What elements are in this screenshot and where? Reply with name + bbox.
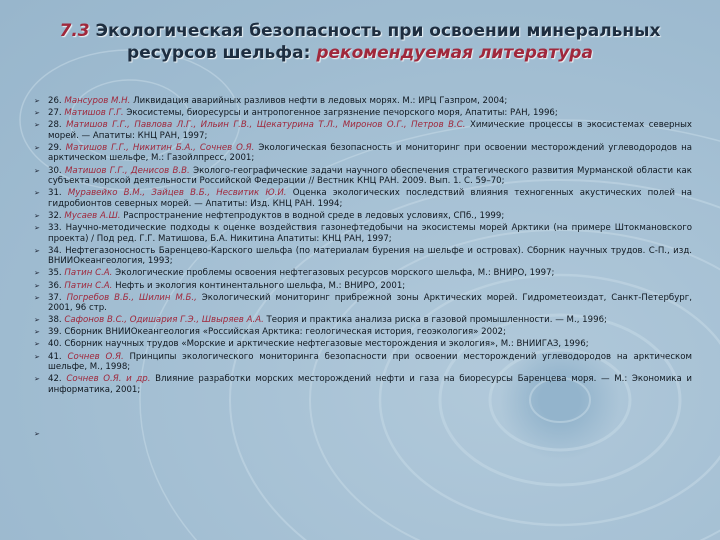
reference-item (34, 339, 692, 350)
reference-item (34, 315, 692, 326)
reference-item (34, 188, 692, 209)
ref-authors: Сочнев О.Я. и др. (66, 374, 151, 385)
ref-authors: Муравейко В.М., Зайцев В.Б., Несвитик Ю.И. (67, 188, 287, 199)
reference-item (34, 246, 692, 267)
ref-number: 41. (48, 351, 62, 362)
ref-number: 31. (48, 188, 62, 199)
ref-number: 38. (48, 315, 62, 326)
reference-item (34, 223, 692, 244)
ref-authors: Матишов Г.Г. (64, 108, 124, 119)
reference-item (34, 108, 692, 119)
ref-number: 28. (48, 120, 62, 131)
reference-item (34, 268, 692, 279)
ref-authors: Сафонов В.С., Одишария Г.Э., Швыряев А.А. (64, 315, 264, 326)
ref-number: 32. (48, 210, 62, 221)
ref-number: 35. (48, 268, 62, 279)
ref-text: Распространение нефтепродуктов в водной среде в ледовых условиях, СПб., 1999; (120, 210, 505, 221)
ref-authors: Матишов Г.Г., Денисов В.В. (65, 165, 190, 176)
ref-text: Химические процессы в экосистемах северных морей. — Апатиты: КНЦ РАН, 1997; (48, 120, 693, 141)
ref-number: 40. (48, 339, 62, 350)
ref-number: 36. (48, 280, 62, 291)
ref-number: 34. (48, 245, 62, 256)
ref-text: Влияние разработки морских месторождений нефти и газа на биоресурсы Баренцева моря. — М.: Экономика и информатика, 2001; (48, 374, 692, 395)
reference-item (34, 293, 692, 314)
ref-text: Теория и практика анализа риска в газовой промышленности. — М., 1996; (263, 315, 607, 326)
ref-authors: Сочнев О.Я. (67, 351, 124, 362)
reference-item (34, 327, 692, 338)
ref-number: 27. (48, 108, 62, 119)
ref-number: 30. (48, 165, 62, 176)
ref-authors: Матишов Г.Г., Павлова Л.Г., Ильин Г.В., Щекатурина Т.Л., Миронов О.Г., Петров В.С. (66, 120, 466, 131)
reference-item (34, 374, 692, 395)
title-main: Экологическая безопасность при освоении минеральных ресурсов шельфа: (89, 21, 661, 63)
reference-item (34, 352, 692, 373)
ref-number: 33. (48, 223, 62, 234)
reference-item (34, 143, 692, 164)
reference-item (34, 211, 692, 222)
empty-bullet-icon: ➢ (34, 430, 40, 438)
ref-number: 37. (48, 292, 62, 303)
ref-authors: Мусаев А.Ш. (64, 210, 121, 221)
ref-text: Принципы экологического мониторинга безопасности при освоении месторождений углеводородов на арктическом шельфе, М., 1998; (48, 351, 692, 373)
reference-item (34, 281, 692, 292)
ref-text: Нефть и экология континентального шельфа, М.: ВНИРО, 2001; (112, 280, 406, 291)
ref-text: Оценка экологических последствий влияния техногенных акустических полей на гидробионтов северных морей. — Апатиты: Изд. КНЦ РАН. 1994; (48, 188, 692, 209)
ref-authors: Патин С.А. (64, 280, 113, 291)
ref-text: Ликвидация аварийных разливов нефти в ледовых морях. М.: ИРЦ Газпром, 2004; (130, 96, 508, 106)
ref-text: Нефтегазоносность Баренцево-Карского шельфа (по материалам бурения на шельфе и островах). Сборник научных трудов. С-П., изд. ВНИИОкеангеология, 1993; (48, 245, 692, 267)
ref-text: Сборник ВНИИОкеангеология «Российская Арктика: геологическая история, геоэкология» 2002; (61, 327, 506, 338)
reference-item (34, 166, 692, 187)
ref-authors: Патин С.А. (64, 268, 113, 279)
ref-number: 29. (48, 142, 62, 153)
title-accent: рекомендуемая литература (310, 43, 593, 63)
reference-item (34, 96, 692, 107)
ref-number: 39. (48, 327, 62, 338)
ref-text: Экологический мониторинг прибрежной зоны Арктических морей. Гидрометеоиздат, Санкт-Петербург, 2001, 96 стр. (48, 292, 692, 314)
ref-text: Эколого-географические задачи научного обеспечения стратегического развития Мурманской области как субъекта морской деятельности Российской Федерации // Вестник КНЦ РАН. 2009. Вып. 1. С. 59–70; (48, 165, 693, 187)
ref-number: 26. (48, 96, 62, 106)
ref-authors: Матишов Г.Г., Никитин Б.А., Сочнев О.Я. (65, 142, 255, 153)
ref-text: Экологические проблемы освоения нефтегазовых ресурсов морского шельфа, М.: ВНИРО, 1997; (112, 268, 555, 279)
ref-text: Сборник научных трудов «Морские и арктические нефтегазовые месторождения и экология», М.: ВНИИГАЗ, 1996; (61, 339, 589, 350)
ref-number: 42. (48, 374, 62, 385)
section-number: 7.3 (59, 21, 90, 41)
ref-text: Научно-методические подходы к оценке воздействия газонефтедобычи на экосистемы морей Арктики (на примере Штокмановского проекта) / Под ред. Г.Г. Матишова, Б.А. Никитина Апатиты: КНЦ РАН, 1997; (48, 223, 692, 244)
slide-title (40, 20, 680, 64)
reference-list (34, 96, 692, 397)
ref-text: Экологическая безопасность и мониторинг при освоении месторождений углеводородов на арктическом шельфе, М.: Газойлпресс, 2001; (48, 142, 692, 164)
ref-authors: Мансуров М.Н. (64, 96, 131, 106)
reference-item (34, 120, 692, 141)
ref-text: Экосистемы, биоресурсы и антропогенное загрязнение печорского моря, Апатиты: РАН, 1996; (123, 108, 558, 119)
ref-authors: Погребов В.Б., Шилин М.Б., (66, 292, 197, 303)
